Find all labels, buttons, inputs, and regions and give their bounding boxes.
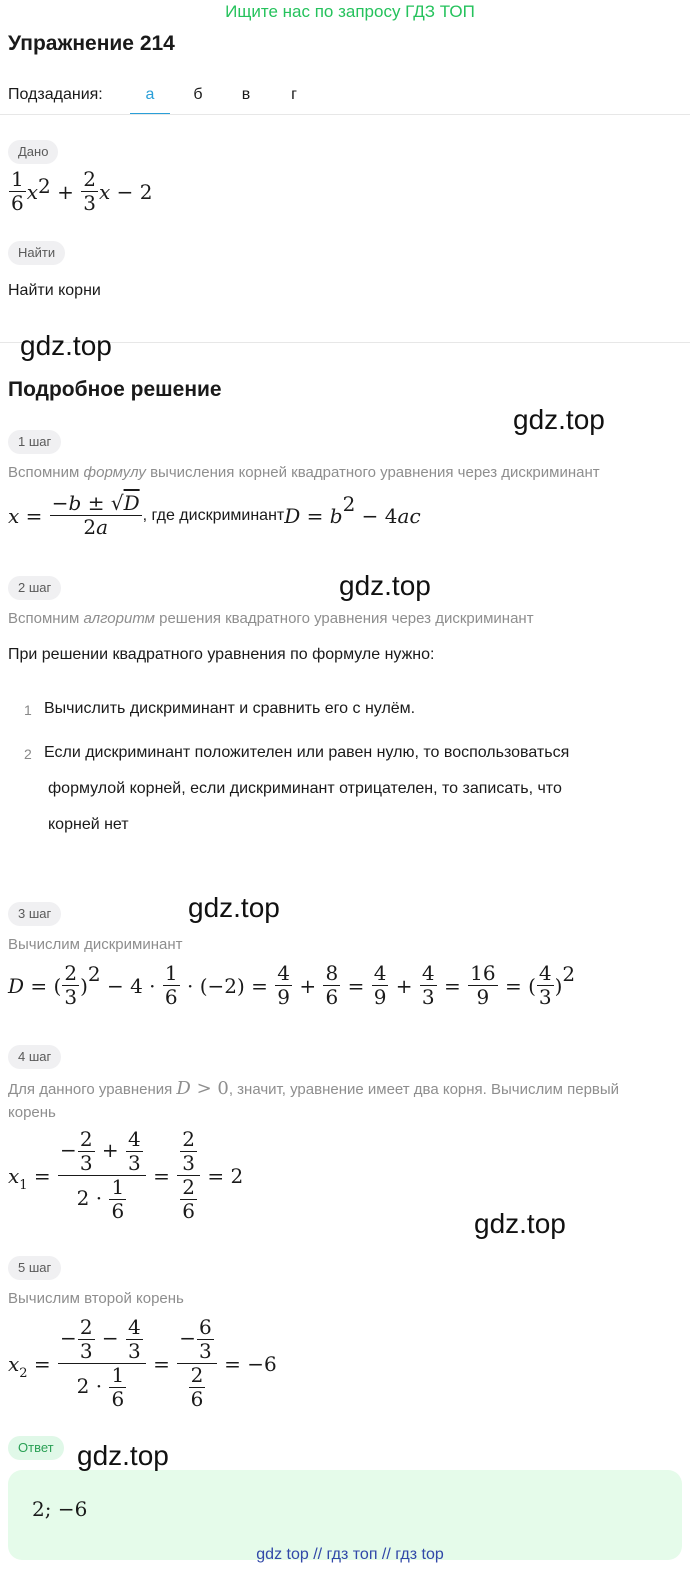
solution-title: Подробное решение xyxy=(8,378,222,401)
footer-links[interactable]: gdz top // гдз топ // гдз top xyxy=(256,1546,444,1563)
list-item-line: формулой корней, если дискриминант отрицателен, то записать, что xyxy=(48,780,562,797)
list-item-line: Если дискриминант положителен или равен нулю, то воспользоваться xyxy=(44,744,570,761)
watermark: gdz.top xyxy=(474,1208,566,1239)
step-2-chip: 2 шаг xyxy=(8,576,61,600)
step-3-text: Вычислим дискриминант xyxy=(8,936,183,953)
watermark: gdz.top xyxy=(188,892,280,923)
list-item-number: 1 xyxy=(24,702,32,718)
step-4-text: Для данного уравнения D > 0, значит, уравнение имеет два корня. Вычислим первый xyxy=(8,1078,620,1099)
step-3-formula: D = ( $\frac{2}{3}$ ) 2 − 4 · $\frac{1}{6}$ · (−2) = $\frac{4}{9}$ + $\frac{8}{6}$ = $\frac{4}{9}$ + $\frac{4}{3}$ = $\frac{16}{9}$ = ( $\frac{4}{3}$ ) 2 xyxy=(8,961,576,1009)
find-chip: Найти xyxy=(8,241,65,265)
step-4-text-line2: корень xyxy=(8,1104,56,1121)
step-1-chip: 1 шаг xyxy=(8,430,61,454)
answer-value: 2; −6 xyxy=(32,1497,88,1521)
list-item-line: корней нет xyxy=(48,816,129,833)
step-4-formula: x $_1$ = − $\frac{2}{3}$ + $\frac{4}{3}$ 2 · $\frac{1}{6}$ = $\frac{\frac{2}{3}}{\frac{2}{6}}$ = 2 xyxy=(8,1127,244,1223)
page-title: Упражнение 214 xyxy=(8,32,175,55)
tab-g[interactable]: г xyxy=(291,86,297,103)
watermark: gdz.top xyxy=(513,404,605,435)
promo-banner: Ищите нас по запросу ГДЗ ТОП xyxy=(225,2,475,21)
step-5-text: Вычислим второй корень xyxy=(8,1290,184,1307)
tab-a[interactable]: а xyxy=(145,86,155,103)
step-4-chip: 4 шаг xyxy=(8,1045,61,1069)
answer-chip: Ответ xyxy=(8,1436,64,1460)
list-item-number: 2 xyxy=(24,746,32,762)
step-1-formula: x = $\frac{-b \pm √D}{2a}$ , где дискриминант D = b 2 − 4 ac xyxy=(8,491,421,539)
step-2-text: Вспомним алгоритм решения квадратного уравнения через дискриминант xyxy=(8,610,534,627)
tabs-divider xyxy=(0,114,690,115)
step-5-chip: 5 шаг xyxy=(8,1256,61,1280)
given-expression: $\frac{1}{6}$ x 2 + $\frac{2}{3}$ x − 2 xyxy=(11,167,153,215)
find-text: Найти корни xyxy=(8,282,101,299)
tab-b[interactable]: б xyxy=(193,86,203,103)
subtasks-label: Подзадания: xyxy=(8,86,103,103)
step-1-text: Вспомним формулу вычисления корней квадратного уравнения через дискриминант xyxy=(8,464,600,481)
tab-v[interactable]: в xyxy=(241,86,251,103)
watermark: gdz.top xyxy=(339,570,431,601)
list-item: Вычислить дискриминант и сравнить его с нулём. xyxy=(44,700,416,717)
step-2-intro: При решении квадратного уравнения по формуле нужно: xyxy=(8,646,435,663)
step-5-formula: x $_2$ = − $\frac{2}{3}$ − $\frac{4}{3}$ 2 · $\frac{1}{6}$ = − $\frac{6}{3}$ $\frac{2}{6}$ = −6 xyxy=(8,1315,277,1411)
step-3-chip: 3 шаг xyxy=(8,902,61,926)
watermark: gdz.top xyxy=(77,1440,169,1471)
given-chip: Дано xyxy=(8,140,58,164)
watermark: gdz.top xyxy=(20,330,112,361)
